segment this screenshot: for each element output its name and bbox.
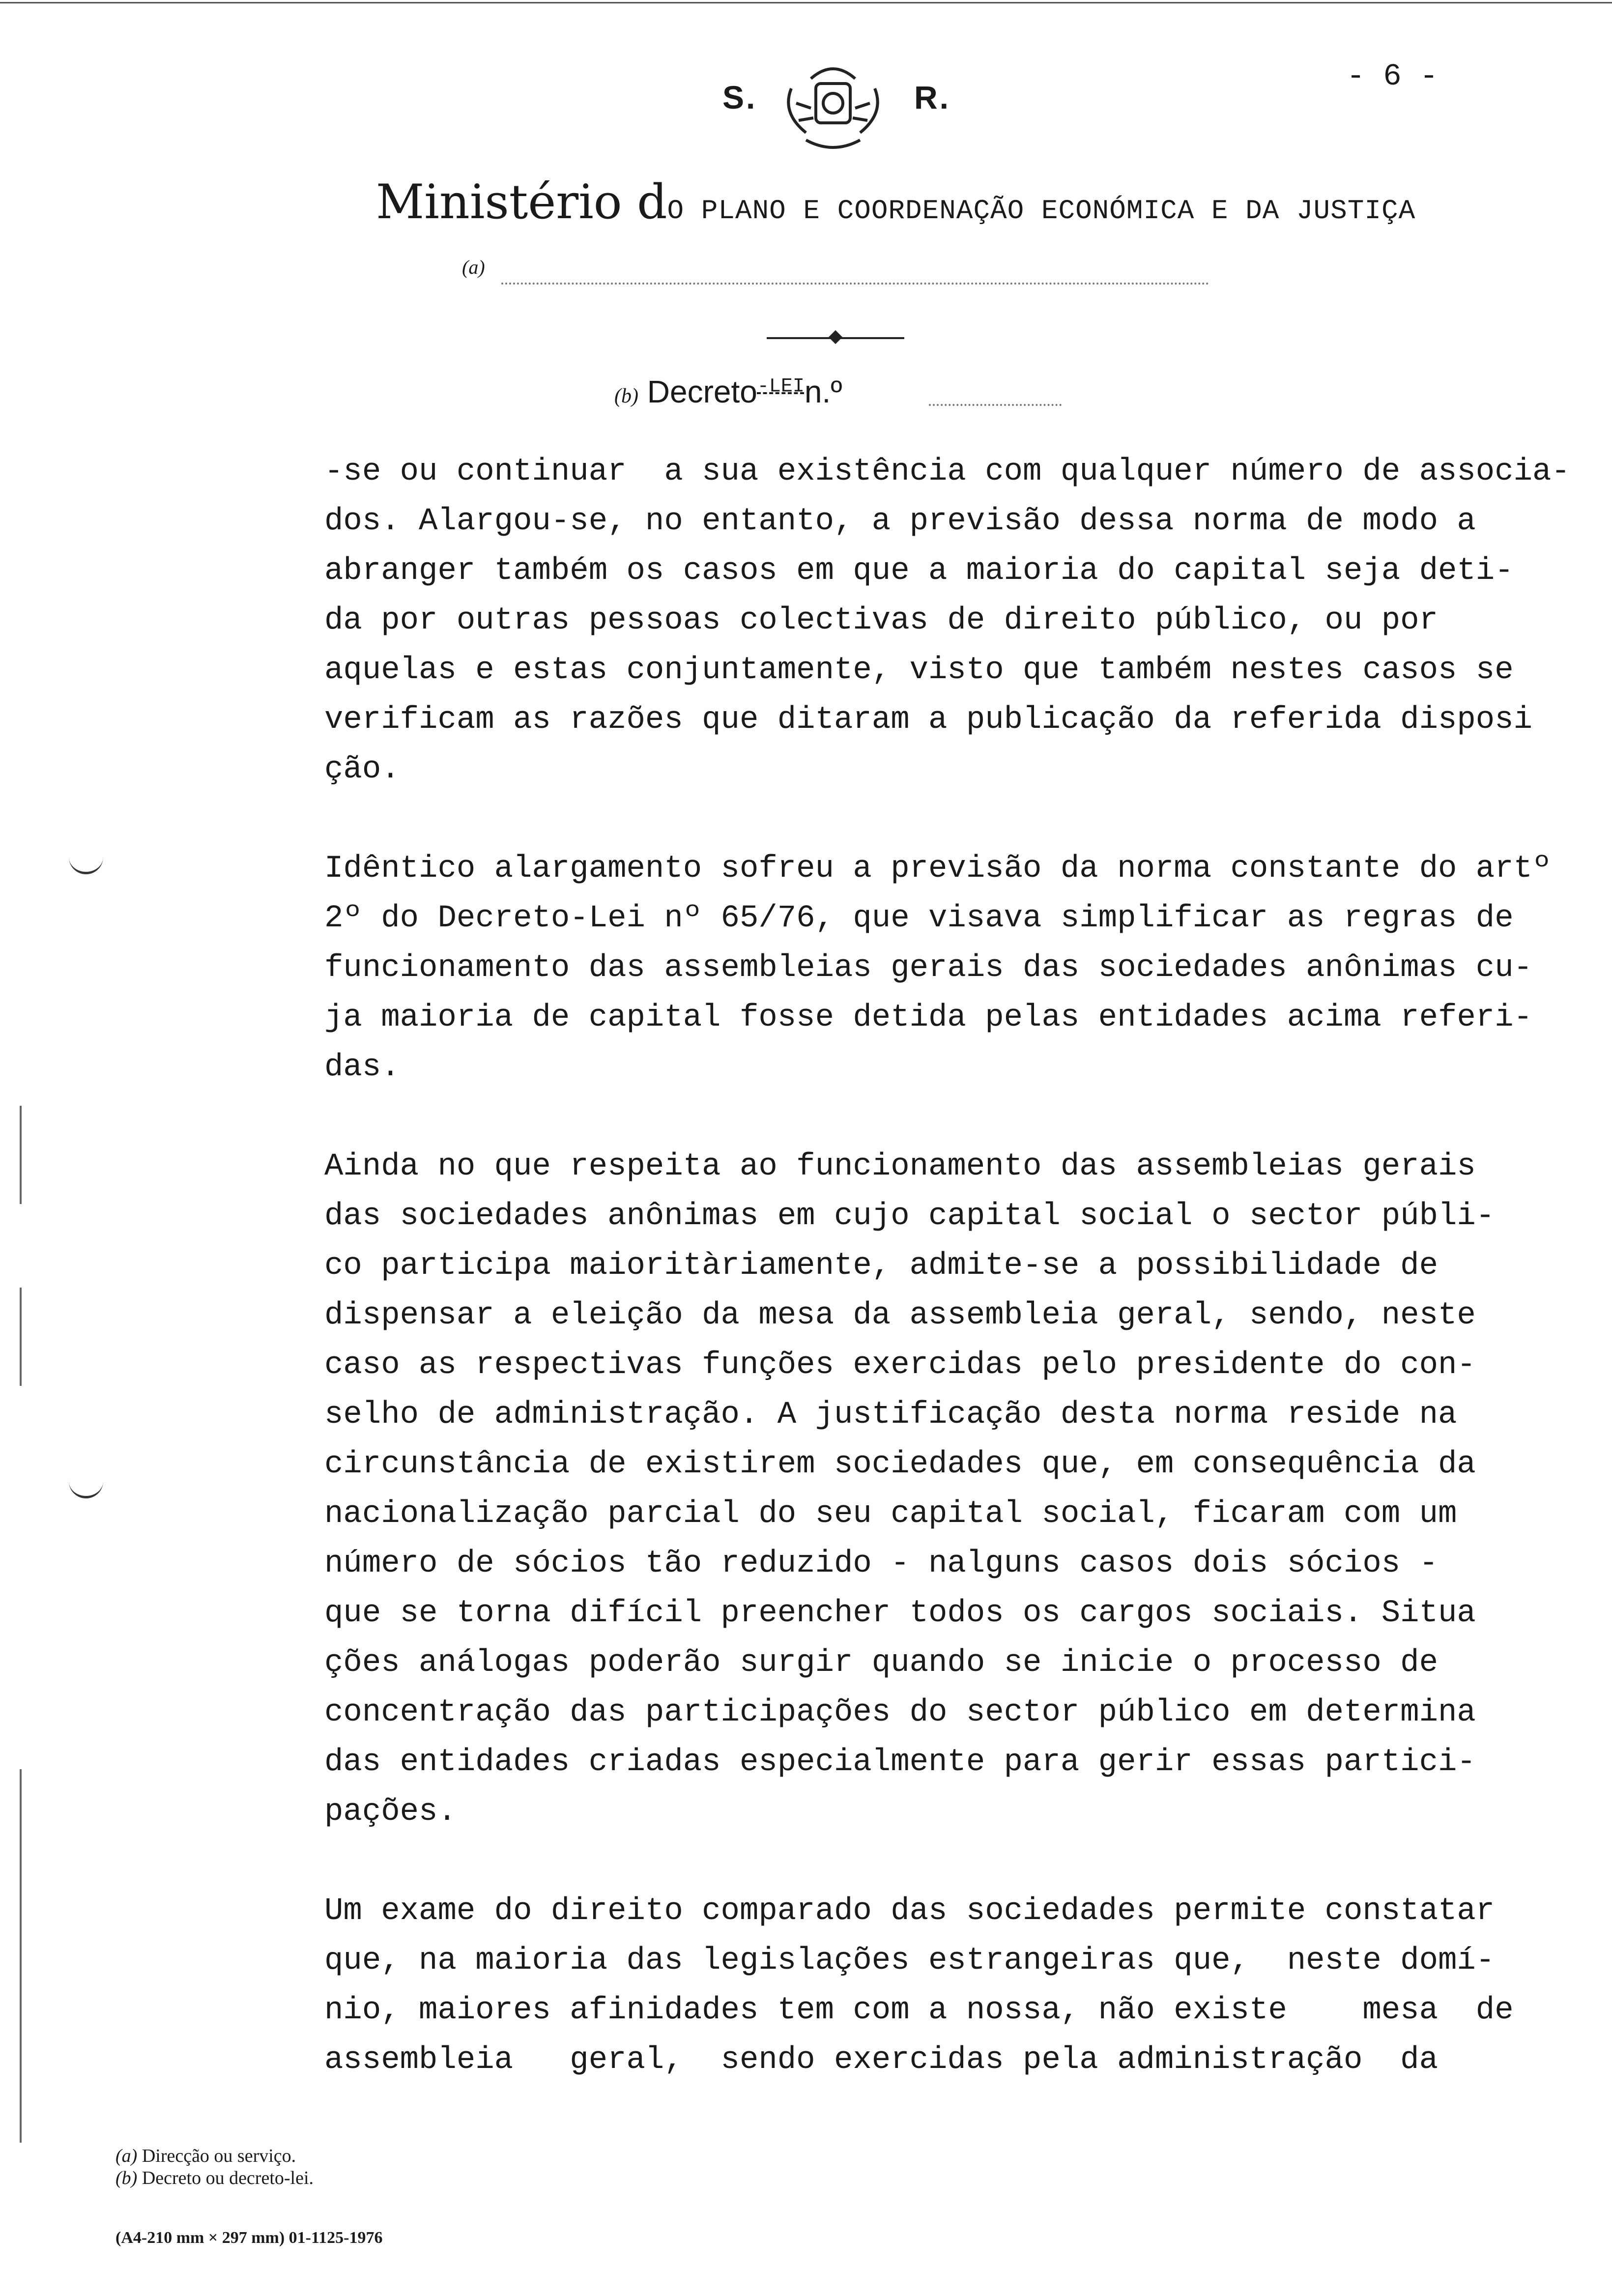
margin-punch-mark	[20, 1106, 22, 1204]
text-line: dispensar a eleição da mesa da assembleia geral, sendo, neste	[324, 1298, 1476, 1333]
paragraph-gap	[324, 795, 1538, 844]
field-a-label: (a)	[462, 256, 485, 278]
text-line: co participa maioritàriamente, admite-se a possibilidade de	[324, 1248, 1438, 1284]
margin-punch-mark	[20, 1769, 22, 2143]
text-line: nio, maiores afinidades tem com a nossa, não existe mesa de	[324, 1993, 1514, 2028]
text-line: Ainda no que respeita ao funcionamento das assembleias gerais	[324, 1149, 1476, 1184]
decree-word: Decreto	[647, 374, 757, 409]
text-line: aquelas e estas conjuntamente, visto que também nestes casos se	[324, 653, 1514, 688]
text-line: funcionamento das assembleias gerais das sociedades anônimas cu-	[324, 950, 1532, 986]
text-line: ja maioria de capital fosse detida pelas entidades acima referi-	[324, 1000, 1532, 1035]
paragraph-4	[324, 1887, 1538, 2085]
paragraph-3	[324, 1142, 1538, 1837]
text-line: ções análogas poderão surgir quando se inicie o processo de	[324, 1645, 1438, 1681]
margin-punch-mark	[20, 1288, 22, 1386]
header-s-letter: S.	[722, 79, 757, 115]
text-line: circunstância de existirem sociedades que, em consequência da	[324, 1447, 1476, 1482]
ministry-prefix: Ministério d	[376, 174, 667, 230]
text-line: que se torna difícil preencher todos os cargos sociais. Situa	[324, 1596, 1476, 1631]
text-line: nacionalização parcial do seu capital social, ficaram com um	[324, 1496, 1457, 1532]
footnote-a	[115, 2145, 296, 2167]
footnote-b	[115, 2167, 314, 2189]
text-line: Idêntico alargamento sofreu a previsão da norma constante do artº	[324, 851, 1552, 887]
header-r-letter: R.	[914, 79, 950, 115]
margin-binding-mark	[69, 855, 103, 874]
footnote-b-text: Decreto ou decreto-lei.	[142, 2168, 314, 2188]
text-line: verificam as razões que ditaram a publicação da referida disposi	[324, 702, 1532, 738]
page-number: - 6 -	[1347, 59, 1439, 94]
decree-line	[614, 373, 842, 410]
paragraph-2	[324, 844, 1552, 1092]
text-line: que, na maioria das legislações estrangeiras que, neste domí-	[324, 1943, 1495, 1979]
form-code: (A4-210 mm × 297 mm) 01-1125-1976	[115, 2229, 383, 2247]
text-line: concentração das participações do sector público em determina	[324, 1695, 1476, 1730]
paragraph-gap	[324, 1092, 1538, 1142]
text-line: pações.	[324, 1794, 457, 1830]
text-line: das sociedades anônimas em cujo capital social o sector públi-	[324, 1199, 1495, 1234]
paragraph-gap	[324, 1837, 1538, 1887]
text-line: caso as respectivas funções exercidas pelo presidente do con-	[324, 1348, 1476, 1383]
text-line: 2º do Decreto-Lei nº 65/76, que visava simplificar as regras de	[324, 901, 1514, 936]
margin-binding-mark	[69, 1479, 103, 1498]
decree-lei-insert: -LEI	[757, 375, 805, 398]
decree-number-label: n.º	[804, 374, 842, 409]
text-line: número de sócios tão reduzido - nalguns casos dois sócios -	[324, 1546, 1438, 1581]
footnote-b-label: (b)	[115, 2168, 138, 2188]
text-line: assembleia geral, sendo exercidas pela administração da	[324, 2042, 1438, 2078]
footnote-a-label: (a)	[115, 2146, 138, 2166]
ministry-fill-text: O PLANO E COORDENAÇÃO ECONÓMICA E DA JUSTIÇA	[667, 195, 1416, 227]
paragraph-1	[324, 447, 1570, 795]
body-text	[324, 447, 1570, 2085]
ministry-heading	[376, 174, 1415, 230]
text-line: -se ou continuar a sua existência com qualquer número de associa-	[324, 454, 1570, 489]
text-line: abranger também os casos em que a maioria do capital seja deti-	[324, 553, 1514, 589]
coat-of-arms-icon	[777, 59, 890, 157]
top-border-line	[0, 2, 1612, 3]
text-line: ção.	[324, 752, 400, 787]
text-line: dos. Alargou-se, no entanto, a previsão dessa norma de modo a	[324, 504, 1476, 539]
text-line: Um exame do direito comparado das sociedades permite constatar	[324, 1894, 1495, 1929]
text-line: da por outras pessoas colectivas de direito público, ou por	[324, 603, 1438, 638]
field-a-dotted-line	[501, 283, 1209, 285]
footnote-a-text: Direcção ou serviço.	[142, 2146, 296, 2166]
text-line: das.	[324, 1050, 400, 1085]
text-line: das entidades criadas especialmente para gerir essas partici-	[324, 1745, 1476, 1780]
text-line: selho de administração. A justificação desta norma reside na	[324, 1397, 1457, 1433]
decree-b-label: (b)	[614, 385, 638, 407]
decree-number-dotted-line	[929, 404, 1062, 406]
divider-diamond-icon	[829, 330, 842, 344]
